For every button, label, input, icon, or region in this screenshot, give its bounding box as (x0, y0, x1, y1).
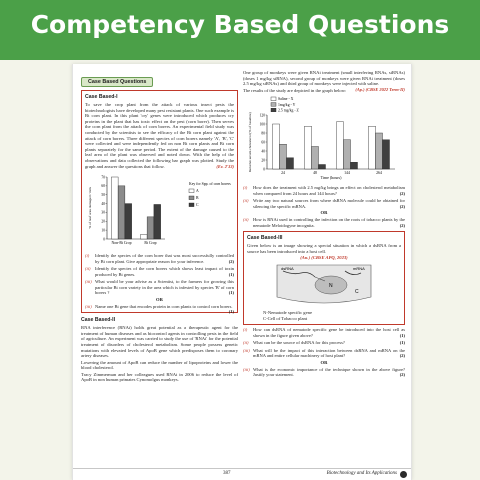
right-column (243, 70, 405, 378)
bar-2.5 (383, 140, 390, 169)
or-divider: OR (320, 359, 328, 365)
question-number: (ii) (243, 340, 249, 346)
case-1-question-1 (85, 253, 234, 264)
case-2-question-2 (243, 198, 405, 209)
question-marks: (2) (399, 353, 405, 359)
legend-swatch (271, 97, 276, 101)
case-2-intro: One group of monkeys were given RNAi treatment (small interfering RNAs, siRNAs) (doses 1 mg/kg siRNA), second group of monkeys were given RNAi treatment (doses 2.5 mg/kg siRNAs) and third group of monkeys were injected with saline. (243, 70, 405, 87)
bar-2.5 (319, 165, 326, 170)
y-axis-label: % of leaf area damaged / mm (88, 187, 92, 229)
y-tick-label: 10 (101, 228, 105, 233)
legend-label: 1mg/kg - Y (278, 103, 296, 108)
bar-1mg/kg (312, 147, 319, 170)
x-axis-label: Time (hours) (320, 175, 342, 181)
case-1-question-3 (85, 279, 234, 296)
bar-a (111, 177, 118, 239)
label-mrna: mRNA (353, 266, 365, 272)
case-1-text: To save the crop plant from the attack of various insect pests the biotechnologists have developed many pest resistant plants. One such example is Bt corn plant. In this plant 'cry' genes were introduced which produces cry proteins in the plant that has toxic effect on the pest (corn borer). Then serves the corn plant from the attack of corn borers. An experimental field study was conducted by the scientists to see the efficacy of the Bt corn plant against the attack of corn borers. Three different species of corn borers namely 'A', 'B', 'C' were collected and were independently fed on non Bt corn plants and Bt corn plants separately for the same period. The extent of the damage caused to the leaf area of the plant was observed and noted down. With the help of the observations and data collected the following bar graph was plotted. Study the graph and answer the questions that follow. (85, 102, 234, 169)
corn-borer-chart (85, 171, 235, 251)
y-tick-label: 20 (261, 158, 265, 163)
bar-b (147, 217, 154, 239)
question-number: (iii) (85, 303, 92, 309)
question-number: (i) (243, 185, 248, 191)
y-tick-label: 120 (259, 113, 265, 118)
y-tick-label: 60 (261, 140, 265, 145)
y-axis-label: Relative serum cholesterol (% of baseline) (248, 112, 252, 173)
bar-2.5 (351, 163, 358, 170)
legend-swatch (189, 203, 194, 207)
legend-label: B (196, 196, 199, 201)
question-text: What will be the impact of this interaction between dsRNA and mRNA on the mRNA and entire cellular machinery of host plant? (253, 347, 405, 359)
bar-saline (305, 127, 312, 170)
question-marks: (1) (228, 290, 234, 296)
x-category-label: 144 (344, 171, 350, 176)
page-number: 387 (223, 471, 231, 476)
case-3-source: (An.) (CBSE APQ, 2023) (300, 254, 348, 260)
banner-title: Competency Based Questions (30, 10, 450, 39)
label-c: C (355, 289, 359, 296)
results-intro: The results of the study are depicted in the graph below: (243, 87, 347, 93)
case-2-question-2-alt (243, 217, 405, 228)
x-category-label: Non-Bt Crop (111, 241, 132, 246)
case-3-question-1 (243, 327, 405, 338)
bar-2.5 (287, 158, 294, 169)
question-number: (ii) (85, 266, 91, 272)
question-text: How does the treatment with 2.5 mg/kg brings an effect on cholesterol metabolism when compared from 24 hours and 144 hours? (253, 185, 405, 196)
case-2-paragraph-2: Lowering the amount of ApoB can reduce the number of lipoproteins and lower the blood cholesterol. (81, 359, 238, 371)
y-tick-label: 80 (261, 131, 265, 136)
y-tick-label: 50 (101, 193, 105, 198)
dsrna-cell-figure (249, 261, 399, 309)
case-1-question-2 (85, 266, 234, 277)
legend-label: Saline - X (278, 97, 294, 102)
question-marks: (2) (228, 258, 234, 264)
y-tick-label: 100 (259, 122, 265, 127)
question-marks: (1) (228, 271, 234, 277)
or-divider: OR (320, 210, 328, 216)
legend-swatch (189, 196, 194, 200)
label-n: N (329, 283, 333, 290)
footer-chapter-title: Biotechnology and Its Applications (326, 471, 397, 476)
question-number: (ii) (243, 198, 249, 204)
case-2-question-1 (243, 185, 405, 196)
question-number: (iii) (243, 347, 250, 353)
case-3-paragraph: Given below is an image showing a special situation in which a dsRNA from a source has been introduced into a host cell. (247, 243, 401, 254)
legend-swatch (189, 189, 194, 193)
question-text: How can dsRNA of nematode specific gene be introduced into the host cell as shown in the figure given above? (253, 327, 405, 338)
case-3-question-3-alt (243, 367, 405, 378)
question-text: Identify the species of the corn borers which shows least impact of toxin produced by Bt genes. (95, 266, 234, 277)
figure-caption-1: N-Nematode specific gene (263, 310, 312, 316)
or-divider: OR (156, 296, 163, 302)
legend-label: A (196, 189, 199, 194)
y-tick-label: 20 (101, 219, 105, 224)
question-marks: (2) (399, 372, 405, 378)
page-footer (73, 468, 412, 480)
case-1-question-3-alt (85, 303, 234, 315)
y-tick-label: 30 (101, 210, 105, 215)
section-label: Case Based Questions (81, 77, 153, 87)
bar-1mg/kg (344, 140, 351, 169)
bar-c (125, 204, 132, 239)
question-text: What is the economic importance of the technique shown in the above figure? Justify your statement. (253, 366, 405, 378)
y-tick-label: 0 (263, 167, 265, 172)
question-number: (ii) (243, 217, 249, 223)
bar-saline (273, 124, 280, 169)
x-category-label: 264 (376, 171, 382, 176)
y-tick-label: 60 (101, 184, 105, 189)
case-1-source: (Ev. 2'33) (216, 163, 234, 169)
case-based-3-box (243, 231, 405, 325)
bar-1mg/kg (280, 145, 287, 170)
x-category-label: 48 (313, 171, 317, 176)
case-2-title: Case Based-II (81, 317, 116, 324)
x-category-label: Bt Crop (144, 241, 157, 246)
legend-label: 2.5 mg/kg - Z (278, 108, 299, 113)
question-number: (iii) (243, 366, 250, 372)
x-category-label: 24 (281, 171, 285, 176)
question-text: Name one Bt gene that encodes protein in corn plants to control corn borers. (95, 303, 233, 309)
case-2-paragraph-1: RNA interference (RNAi) holds great potential as a therapeutic agent for the treatment of human diseases and as biocontrol agents in controlling pests in the field of agriculture. An experiment was carried to study the use of 'RNAi' for the potential treatment of disorders of cholesterol metabolism. Some people possess genetic mutations with elevated levels of ApoB gene which predisposes them to coronary artery diseases. (81, 325, 238, 359)
case-3-question-2 (243, 340, 405, 346)
question-text: What would be your advise as a Scientist, to the farmers for growing this particular Bt corn variety in the area which is infested by species 'B' of corn borers ? (95, 279, 234, 296)
y-tick-label: 0 (103, 237, 105, 242)
question-text: Write any two natural sources from where dsRNA molecule could be obtained for silencing the specific mRNA. (253, 198, 405, 209)
bar-1mg/kg (376, 133, 383, 169)
question-number: (i) (243, 327, 248, 333)
question-marks: (1) (228, 309, 234, 315)
case-1-paragraph (85, 102, 234, 169)
case-based-1-box (81, 90, 238, 313)
textbook-page (72, 64, 412, 480)
question-marks: (1) (399, 340, 405, 346)
figure-caption-2: C-Cell of Tobacco plant (263, 315, 308, 321)
cholesterol-chart (243, 95, 403, 183)
case-2-paragraph-3: Tracy Zimmerman and her colleagues used RNAi in 2006 to reduce the level of ApoB in non human primates Cynomolgus monkeys. (81, 371, 238, 383)
y-tick-label: 40 (261, 149, 265, 154)
legend-label: C (196, 203, 199, 208)
legend-swatch (271, 109, 276, 113)
left-column (81, 70, 238, 383)
case-3-title: Case Based-III (247, 235, 283, 242)
question-marks: (1) (399, 332, 405, 338)
case-2-source: (Ap.) (CBSE 2022 Term-II) (355, 86, 405, 92)
question-text: What can be the source of dsRNA for this process? (253, 340, 345, 346)
question-text: Identify the species of the corn borer that was most successfully controlled by Bt corn plant. Give appropriate reason for your inference. (95, 253, 234, 264)
bar-saline (337, 122, 344, 169)
legend-swatch (271, 103, 276, 107)
question-number: (i) (85, 253, 90, 259)
bar-saline (369, 127, 376, 170)
legend-title: Key for Spp. of corn borers (189, 182, 231, 187)
banner (0, 0, 480, 60)
question-marks: (2) (399, 222, 405, 228)
label-dsrna: dsRNA (281, 266, 294, 272)
case-3-question-3 (243, 348, 405, 359)
bar-a (140, 235, 147, 239)
question-text: How is RNAi used in controlling the infection on the roots of tobacco plants by the nematode Meloidogyne incognita. (253, 217, 405, 228)
question-marks: (2) (399, 203, 405, 209)
case-1-title: Case Based-I (85, 94, 118, 100)
question-marks: (2) (399, 190, 405, 196)
bar-c (154, 205, 161, 240)
y-tick-label: 40 (101, 201, 105, 206)
bar-b (118, 186, 125, 239)
question-number: (iii) (85, 279, 92, 285)
footer-icon (400, 471, 407, 478)
y-tick-label: 70 (101, 175, 105, 180)
